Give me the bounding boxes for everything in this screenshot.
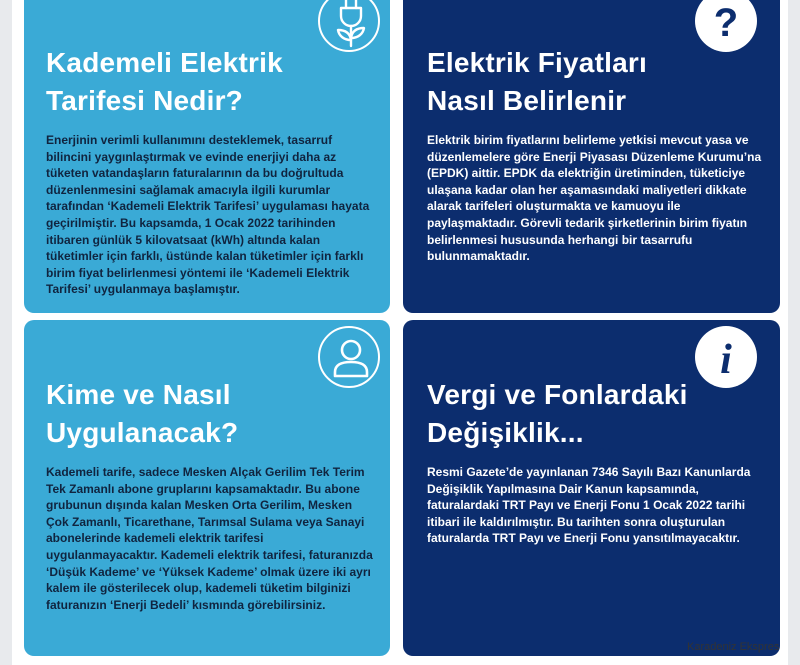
svg-text:i: i [720, 337, 732, 383]
card-body: Elektrik birim fiyatlarını belirleme yetkisi mevcut yasa ve düzenlemelere göre Enerji Piyasası Düzenleme Kurumu’na (EPDK) aittir. EPDK da elektriğin üretiminden, tüketiciye ulaşana kadar olan her aşamasındaki maliyetleri dikkate alarak tarifeleri oluşturmakta ve kamuoyu ile paylaşmaktadır. Görevli tedarik şirketlerinin birim fiyatın belirlenmesi hususunda herhangi bir tasarrufu bulunmamaktadır. [427, 133, 762, 264]
svg-text:?: ? [713, 1, 739, 45]
card-body: Resmi Gazete’de yayınlanan 7346 Sayılı Bazı Kanunlarda Değişiklik Yapılmasına Dair Kanun kapsamında, faturalardaki TRT Payı ve Enerji Fonu 1 Ocak 2022 tarihi itibari ile kaldırılmıştır. Bu tarihten sonra oluşturulan faturalarda TRT Payı ve Enerji Fonu yansıtılmayacaktır. [427, 465, 751, 546]
info-card-fiyatlar [403, 0, 780, 313]
card-body: Enerjinin verimli kullanımını desteklemek, tasarruf bilincini yaygınlaştırmak ve evinde enerjiyi daha az tüketen vatandaşların faturalarının da bu doğrultuda düzenlenmesini sağlamak amacıyla ilgili kurumlar tarafından ‘Kademeli Elektrik Tarifesi’ uygulaması hayata geçirilmiştir. Bu kapsamda, 1 Ocak 2022 tarihinden itibaren günlük 5 kilovatsaat (kWh) altında kalan tüketimler için farklı, üstünde kalan tüketimler için farklı birim fiyat belirlenmesi yöntemi ile ‘Kademeli Elektrik Tarifesi’ uygulanmaya başlamıştır. [46, 133, 370, 297]
card-title: Kime ve Nasıl Uygulanacak? [46, 379, 239, 448]
info-card-kademeli-tarife [24, 0, 390, 313]
watermark-text: Karadeniz Ekspres [687, 641, 780, 653]
info-card-vergi-fonlar [403, 320, 780, 656]
info-card-kime-uygulanacak [24, 320, 390, 656]
card-body: Kademeli tarife, sadece Mesken Alçak Gerilim Tek Terim Tek Zamanlı abone gruplarını kapsamaktadır. Bu abone grubunun dışında kalan Mesken Orta Gerilim, Mesken Çok Zamanlı, Ticarethane, Tarımsal Sulama veya Sanayi abonelerinde kademeli elektrik tarifesi uygulanmayacaktır. Kademeli elektrik tarifesi, faturanızda ‘Düşük Kademe’ ve ‘Yüksek Kademe’ olmak üzere iki ayrı kalem ile gösterilecek olup, kademeli tüketim bilginizi faturanızın ‘Enerji Bedeli’ kısmında görebilirsiniz. [46, 465, 373, 612]
card-title: Vergi ve Fonlardaki Değişiklik... [427, 379, 688, 448]
card-title: Kademeli Elektrik Tarifesi Nedir? [46, 47, 283, 116]
card-title: Elektrik Fiyatları Nasıl Belirlenir [427, 47, 647, 116]
